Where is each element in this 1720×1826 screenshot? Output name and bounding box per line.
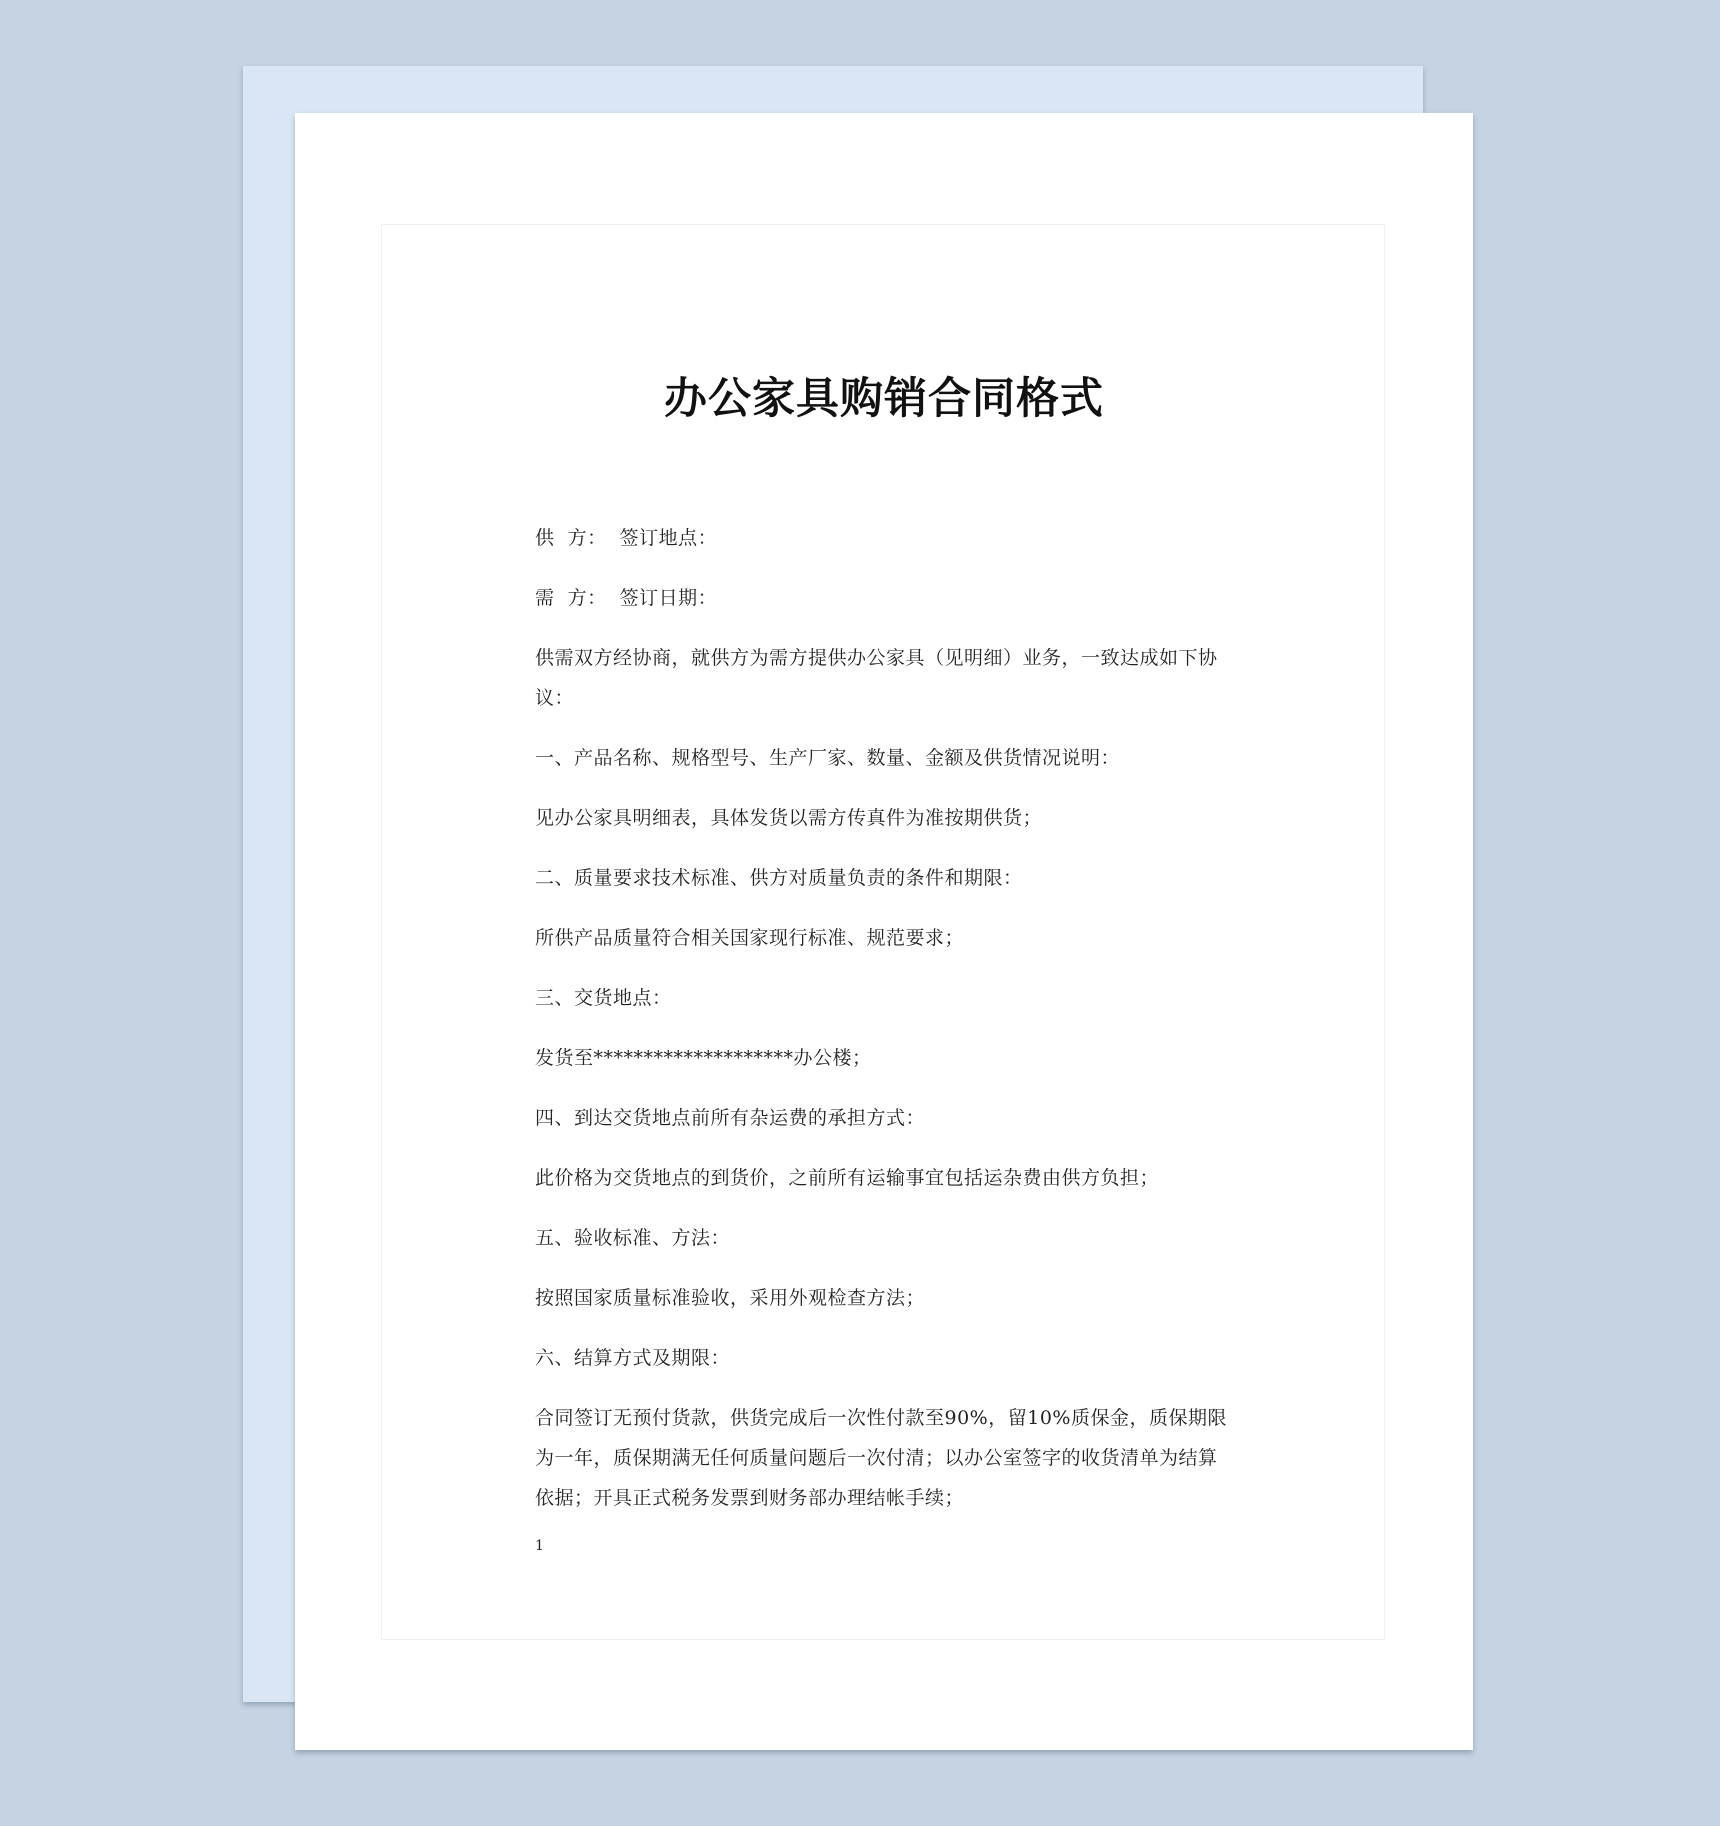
clause-heading-1: 一、产品名称、规格型号、生产厂家、数量、金额及供货情况说明： xyxy=(535,747,1121,769)
clause-body-5: 按照国家质量标准验收，采用外观检查方法； xyxy=(535,1287,926,1309)
document-title: 办公家具购销合同格式 xyxy=(664,374,1104,424)
clause-body-1: 见办公家具明细表，具体发货以需方传真件为准按期供货； xyxy=(535,807,1043,829)
paragraph-buyer: 需 方： 签订日期： xyxy=(535,587,718,609)
clause-heading-2: 二、质量要求技术标准、供方对质量负责的条件和期限： xyxy=(535,867,1023,889)
paragraph-intro: 供需双方经协商，就供方为需方提供办公家具（见明细）业务，一致达成如下协议： xyxy=(535,647,1218,709)
clause-heading-6: 六、结算方式及期限： xyxy=(535,1347,731,1369)
document-page xyxy=(295,113,1473,1750)
clause-body-2: 所供产品质量符合相关国家现行标准、规范要求； xyxy=(535,927,965,949)
page-number: 1 xyxy=(535,1538,544,1554)
clause-heading-3: 三、交货地点： xyxy=(535,987,672,1009)
clause-heading-5: 五、验收标准、方法： xyxy=(535,1227,731,1249)
paragraph-supplier: 供 方： 签订地点： xyxy=(535,527,718,549)
clause-body-4: 此价格为交货地点的到货价，之前所有运输事宜包括运杂费由供方负担； xyxy=(535,1167,1160,1189)
clause-body-6: 合同签订无预付货款，供货完成后一次性付款至90%，留10%质保金，质保期限为一年，质保期满无任何质量问题后一次付清；以办公室签字的收货清单为结算依据；开具正式税务发票到财务部办理结帐手续； xyxy=(535,1407,1227,1509)
clause-heading-4: 四、到达交货地点前所有杂运费的承担方式： xyxy=(535,1107,926,1129)
clause-body-3: 发货至********************办公楼； xyxy=(535,1047,872,1069)
document-body xyxy=(535,518,1235,1538)
